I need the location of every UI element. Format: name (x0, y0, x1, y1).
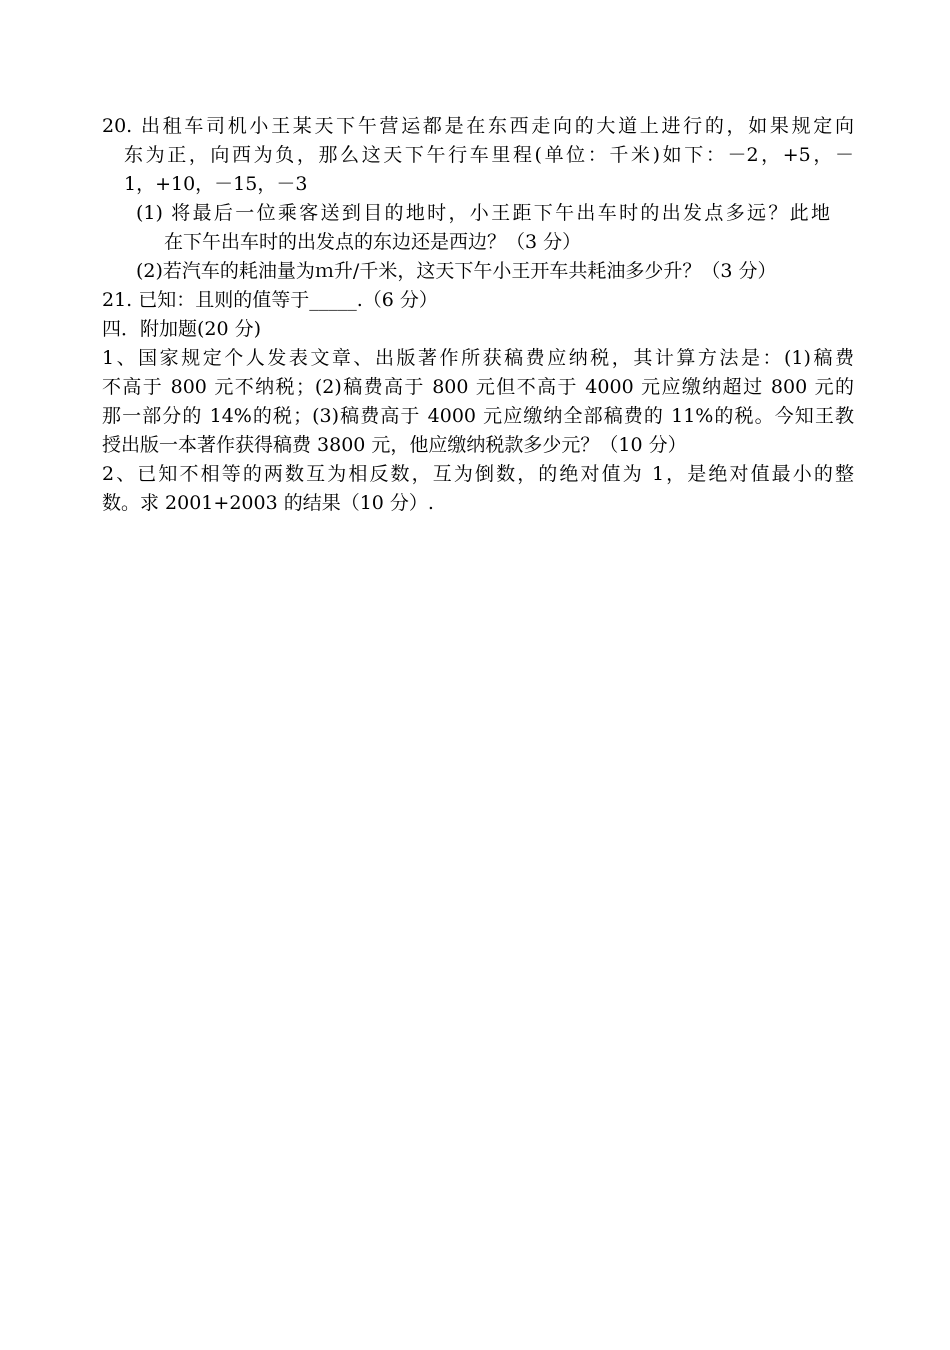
bonus-question-2-line-2: 数。求 2001+2003 的结果（10 分）. (102, 492, 434, 514)
bonus-question-2 (102, 460, 854, 518)
document-page (102, 112, 854, 518)
question-21: 21. 已知：且则的值等于_____.（6 分） (102, 289, 438, 311)
question-20-line-1: 20. 出租车司机小王某天下午营运都是在东西走向的大道上进行的，如果规定向 (102, 115, 854, 137)
bonus-question-1 (102, 344, 854, 460)
bonus-question-1-line-4: 授出版一本著作获得稿费 3800 元，他应缴纳税款多少元？（10 分） (102, 434, 687, 456)
bonus-question-1-line-1: 1、国家规定个人发表文章、出版著作所获稿费应纳税，其计算方法是：(1)稿费 (102, 347, 854, 369)
question-20 (102, 112, 854, 286)
question-20-part-1-line-1: (1) 将最后一位乘客送到目的地时，小王距下午出车时的出发点多远？此地 (136, 202, 830, 224)
bonus-question-2-line-1: 2、已知不相等的两数互为相反数，互为倒数，的绝对值为 1，是绝对值最小的整 (102, 463, 854, 485)
bonus-question-1-line-2: 不高于 800 元不纳税；(2)稿费高于 800 元但不高于 4000 元应缴纳超过 800 元的 (102, 376, 854, 398)
question-20-part-2: (2)若汽车的耗油量为ｍ升/千米，这天下午小王开车共耗油多少升？（3 分） (136, 260, 777, 282)
question-20-part-1-line-2: 在下午出车时的出发点的东边还是西边？（3 分） (164, 231, 582, 253)
question-20-line-3: 1，+10，－15，－3 (124, 173, 308, 195)
section-4-title: 四．附加题(20 分) (102, 318, 262, 340)
question-20-line-2: 东为正，向西为负，那么这天下午行车里程(单位：千米)如下：－2，+5，－ (124, 144, 854, 166)
bonus-question-1-line-3: 那一部分的 14%的税；(3)稿费高于 4000 元应缴纳全部稿费的 11%的税。今知王教 (102, 405, 854, 427)
